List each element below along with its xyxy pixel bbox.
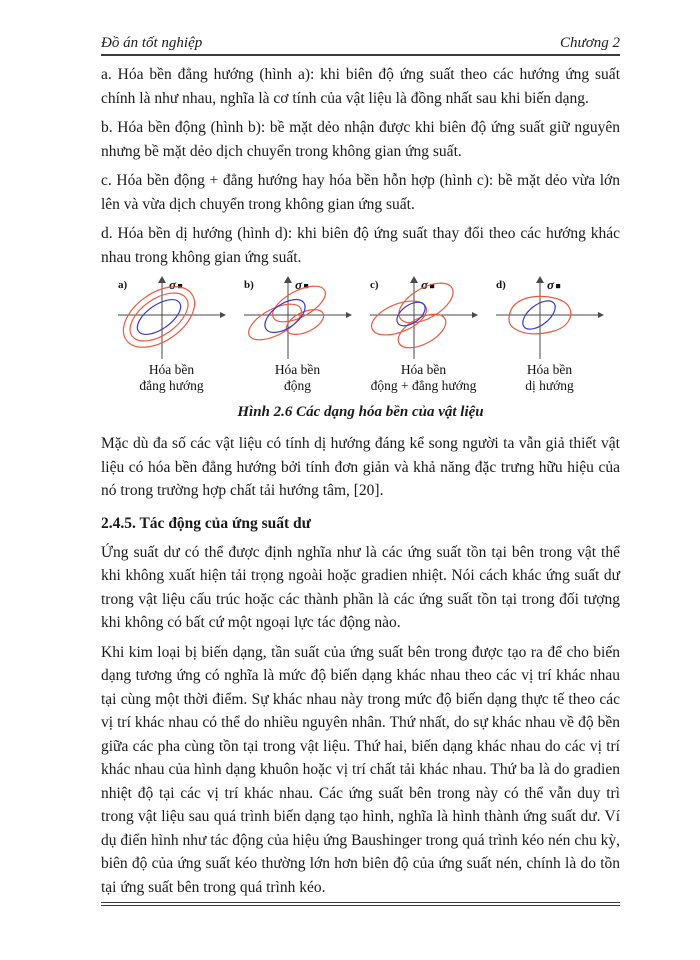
- panel-caption-line: động + đẳng hướng: [370, 378, 477, 393]
- figure-panel-d: [494, 275, 606, 394]
- panel-caption-line: động: [283, 378, 311, 393]
- y-axis-arrow-icon: [410, 276, 418, 283]
- panel-caption-b: [275, 362, 320, 394]
- x-axis-arrow-icon: [472, 312, 478, 318]
- x-axis-arrow-icon: [346, 312, 352, 318]
- figure-panel-c: [368, 275, 480, 394]
- paragraph-item-a: a. Hóa bền đẳng hướng (hình a): khi biên độ ứng suất theo các hướng ứng suất chính là như nhau, nghĩa là cơ tính của vật liệu là đồng nhất sau khi biến dạng.: [101, 66, 620, 107]
- panel-caption-line: Hóa bền: [526, 362, 573, 377]
- running-header: [101, 34, 620, 56]
- yield-surface-ellipse: [131, 293, 186, 341]
- panel-caption-d: [525, 362, 574, 394]
- header-chapter: Chương 2: [560, 35, 620, 51]
- sigma-subscript-square: [556, 284, 560, 288]
- yield-surface-plot-d: [494, 275, 606, 361]
- yield-surface-plot-b: [242, 275, 354, 361]
- panel-label: c): [369, 279, 379, 291]
- paragraph-item-b: b. Hóa bền động (hình b): bề mặt dẻo nhận được khi biên độ ứng suất giữ nguyên nhưng bề mặt dẻo dịch chuyển trong không gian ứng suất.: [101, 119, 620, 160]
- panel-caption-a: [139, 362, 203, 394]
- yield-surface-plot-a: [116, 275, 228, 361]
- header-left-title: Đồ án tốt nghiệp: [101, 35, 203, 51]
- y-axis-arrow-icon: [158, 276, 166, 283]
- panel-label: a): [117, 279, 127, 291]
- figure-panel-a: [116, 275, 228, 394]
- footer-rule: [101, 902, 620, 906]
- sigma-axis-label: σ: [546, 277, 554, 292]
- yield-surface-ellipse: [392, 297, 429, 330]
- x-axis-arrow-icon: [220, 312, 226, 318]
- yield-surface-ellipse: [116, 275, 206, 360]
- panel-caption-line: Hóa bền: [274, 362, 321, 377]
- panel-caption-c: [371, 362, 477, 394]
- sigma-axis-label: σ: [294, 277, 302, 292]
- paragraph-item-d: d. Hóa bền dị hướng (hình d): khi biên độ ứng suất thay đổi theo các hướng khác nhau trong không gian ứng suất.: [101, 225, 620, 266]
- yield-surface-plot-c: [368, 275, 480, 361]
- paragraph-item-c: c. Hóa bền động + đẳng hướng hay hóa bền hỗn hợp (hình c): bề mặt dẻo vừa lớn lên và vừa dịch chuyển trong không gian ứng suất.: [101, 172, 620, 213]
- sigma-axis-label: σ: [420, 277, 428, 292]
- panel-caption-line: dị hướng: [525, 378, 574, 393]
- yield-surface-ellipse: [121, 283, 196, 350]
- x-axis-arrow-icon: [598, 312, 604, 318]
- y-axis-arrow-icon: [536, 276, 544, 283]
- section-heading-2-4-5: 2.4.5. Tác động của ứng suất dư: [101, 514, 311, 532]
- yield-surface-ellipse: [392, 307, 450, 354]
- panel-caption-line: đẳng hướng: [139, 378, 204, 393]
- panel-caption-line: Hóa bền: [148, 362, 195, 377]
- panel-caption-line: Hóa bền: [400, 362, 447, 377]
- figure-hardening-types: [101, 275, 620, 394]
- sigma-axis-label: σ: [168, 277, 176, 292]
- panel-label: d): [495, 279, 506, 291]
- paragraph-residual-detail: Khi kim loại bị biến dạng, tần suất của ứng suất bên trong được tạo ra để cho biến dạng tương ứng có nghĩa là mức độ biến dạng khác nhau theo các vị trí khác nhau tại cùng một thời điểm. Sự khác nhau này trong mức độ biến dạng thực tế theo các vị trí khác nhau có thể do nhiều nguyên nhân. Thứ nhất, do sự khác nhau về độ bền giữa các pha cùng tồn tại trong vật liệu. Thứ hai, biến dạng khác nhau do các vị trí khác nhau của hình dạng khuôn hoặc vị trí chất tải khác nhau. Thứ ba là do gradien nhiệt độ tại các vị trí khác nhau. Các ứng suất bên trong này có thể vẫn duy trì trong vật liệu sau quá trình biến dạng tạo hình, nghĩa là hình thành ứng suất dư. Ví dụ điển hình như tác động của hiệu ứng Baushinger trong quá trình kéo nén chu kỳ, biên độ của ứng suất kéo thường lớn hơn biên độ của ứng suất nén, chính là do tồn tại ứng suất bên trong quá trình kéo.: [101, 643, 620, 896]
- panel-label: b): [243, 279, 254, 291]
- y-axis-arrow-icon: [284, 276, 292, 283]
- figure-caption: Hình 2.6 Các dạng hóa bền của vật liệu: [237, 404, 484, 420]
- paragraph-residual-definition: Ứng suất dư có thể được định nghĩa như là các ứng suất tồn tại bên trong vật thể khi không xuất hiện tải trọng ngoài hoặc gradien nhiệt. Nói cách khác ứng suất dư trong vật liệu cấu trúc hoặc các thành phần là các ứng suất tồn tại trong đối tượng khi không có bất cứ một ngoại lực tác động nào.: [101, 543, 620, 631]
- paragraph-after-figure: Mặc dù đa số các vật liệu có tính dị hướng đáng kể song người ta vẫn giả thiết vật liệu có hóa bền đẳng hướng bởi tính đơn giản và khả năng đặc trưng hữu hiệu của nó trong trường hợp chất tải hướng tâm, [20].: [101, 435, 620, 499]
- figure-panel-b: [242, 275, 354, 394]
